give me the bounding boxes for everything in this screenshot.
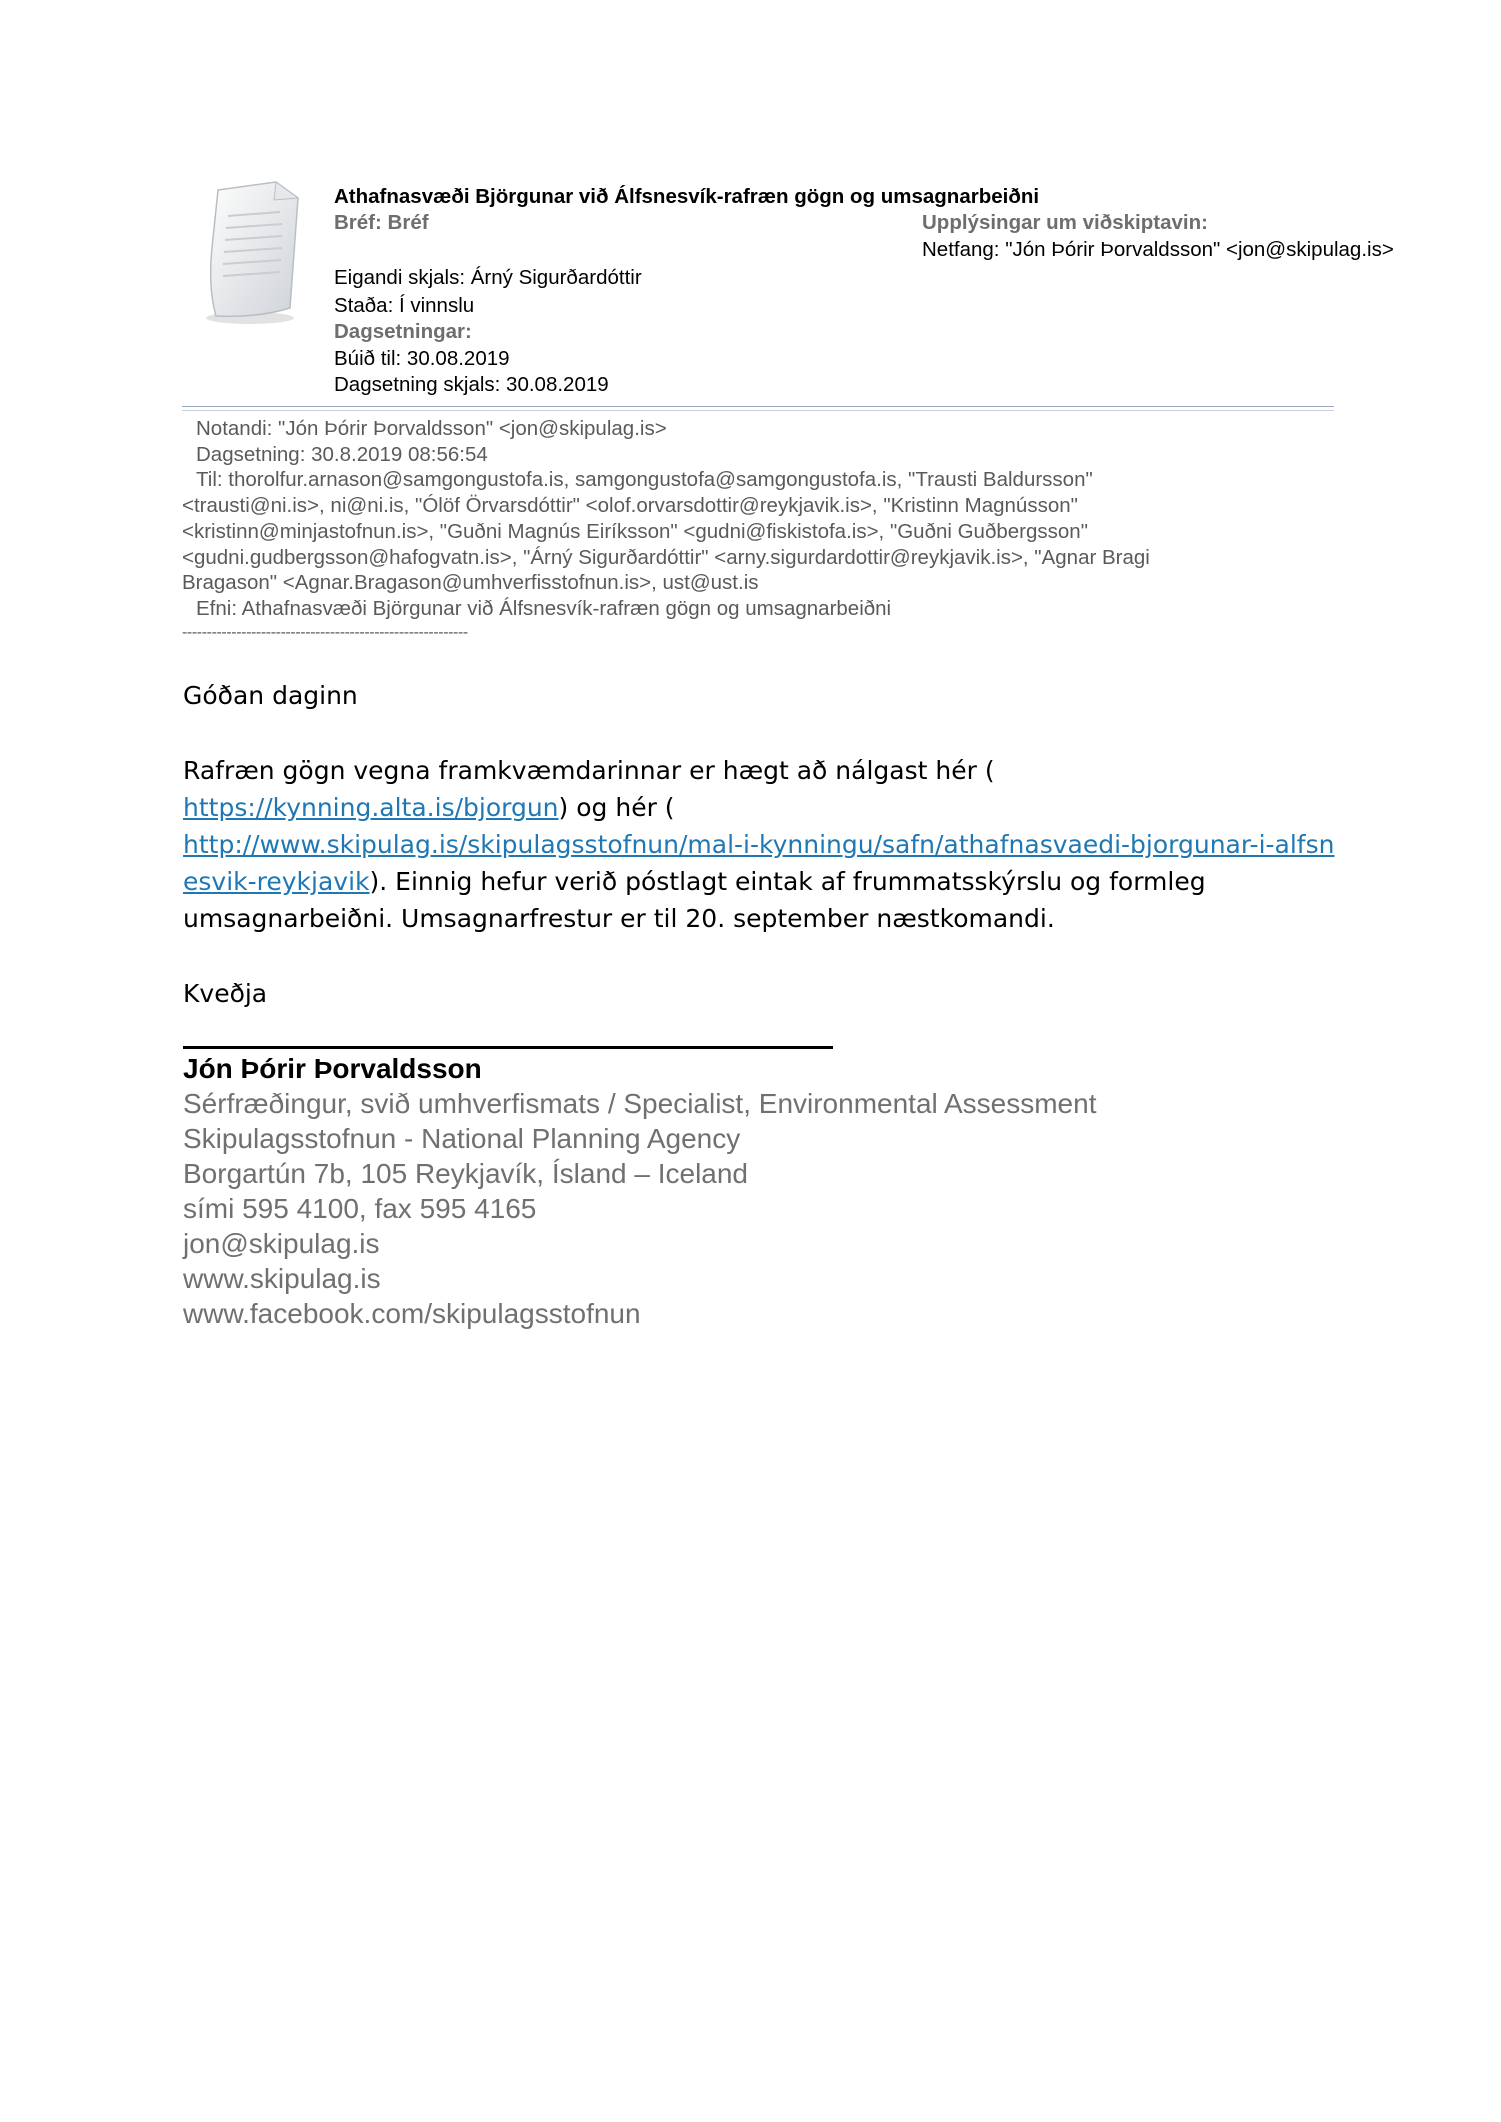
- document-date: Dagsetning skjals: 30.08.2019: [334, 373, 609, 396]
- client-email: Netfang: "Jón Þórir Þorvaldsson" <jon@skipulag.is>: [922, 238, 1394, 261]
- meta-to-continued: Bragason" <Agnar.Bragason@umhverfisstofnun.is>, ust@ust.is: [182, 571, 759, 595]
- meta-to-continued: <gudni.gudbergsson@hafogvatn.is>, "Árný Sigurðardóttir" <arny.sigurdardottir@reykjavik.is>, "Agnar Bragi: [182, 545, 1150, 569]
- meta-subject: Efni: Athafnasvæði Björgunar við Álfsnesvík-rafræn gögn og umsagnarbeiðni: [196, 596, 892, 620]
- document-icon: [198, 178, 308, 328]
- signature-title: Sérfræðingur, svið umhverfismats / Specialist, Environmental Assessment: [183, 1088, 1097, 1119]
- signature-email: jon@skipulag.is: [183, 1228, 380, 1259]
- meta-divider: ----------------------------------------------------------: [182, 624, 468, 641]
- dates-label: Dagsetningar:: [334, 320, 472, 343]
- signature-website: www.skipulag.is: [183, 1263, 381, 1294]
- meta-user: Notandi: "Jón Þórir Þorvaldsson" <jon@skipulag.is>: [196, 417, 667, 440]
- body-text-part: ). Einnig hefur verið póstlagt eintak af frummatsskýrslu og formleg umsagnarbeiðni. Umsagnarfrestur er til 20. september næstkomandi.: [183, 867, 1206, 933]
- document-type: Bréf: Bréf: [334, 211, 429, 234]
- meta-to: Til: thorolfur.arnason@samgongustofa.is, samgongustofa@samgongustofa.is, "Trausti Baldursson": [196, 468, 1093, 492]
- link-skipulag[interactable]: http://www.skipulag.is/skipulagsstofnun/mal-i-kynningu/safn/athafnasvaedi-bjorgunar-i-alfsnesvik-reykjavik: [183, 830, 1335, 896]
- email-metadata: [182, 416, 1342, 622]
- body-paragraph: [183, 752, 1343, 937]
- closing: Kveðja: [183, 979, 268, 1008]
- signature-org: Skipulagsstofnun - National Planning Agency: [183, 1123, 741, 1154]
- link-kynning[interactable]: https://kynning.alta.is/bjorgun: [183, 793, 559, 822]
- body-text-part: Rafræn gögn vegna framkvæmdarinnar er hægt að nálgast hér (: [183, 756, 995, 785]
- header-divider: [182, 406, 1334, 411]
- document-status: Staða: Í vinnslu: [334, 294, 475, 317]
- document-owner: Eigandi skjals: Árný Sigurðardóttir: [334, 266, 642, 289]
- body-text-part: ) og hér (: [558, 793, 675, 822]
- signature-phone: sími 595 4100, fax 595 4165: [183, 1193, 537, 1224]
- signature-name: Jón Þórir Þorvaldsson: [183, 1053, 482, 1084]
- meta-to-continued: <kristinn@minjastofnun.is>, "Guðni Magnús Eiríksson" <gudni@fiskistofa.is>, "Guðni Guðbergsson": [182, 519, 1088, 543]
- signature-facebook: www.facebook.com/skipulagsstofnun: [183, 1298, 641, 1329]
- signature-rule: [183, 1046, 833, 1049]
- meta-date: Dagsetning: 30.8.2019 08:56:54: [196, 442, 488, 466]
- client-info-label: Upplýsingar um viðskiptavin:: [922, 211, 1208, 234]
- signature-address: Borgartún 7b, 105 Reykjavík, Ísland – Iceland: [183, 1158, 749, 1189]
- document-title: Athafnasvæði Björgunar við Álfsnesvík-rafræn gögn og umsagnarbeiðni: [334, 185, 1040, 208]
- meta-to-continued: <trausti@ni.is>, ni@ni.is, "Ólöf Örvarsdóttir" <olof.orvarsdottir@reykjavik.is>, "Kristinn Magnússon": [182, 494, 1078, 518]
- created-date: Búið til: 30.08.2019: [334, 347, 510, 370]
- greeting: Góðan daginn: [183, 681, 358, 710]
